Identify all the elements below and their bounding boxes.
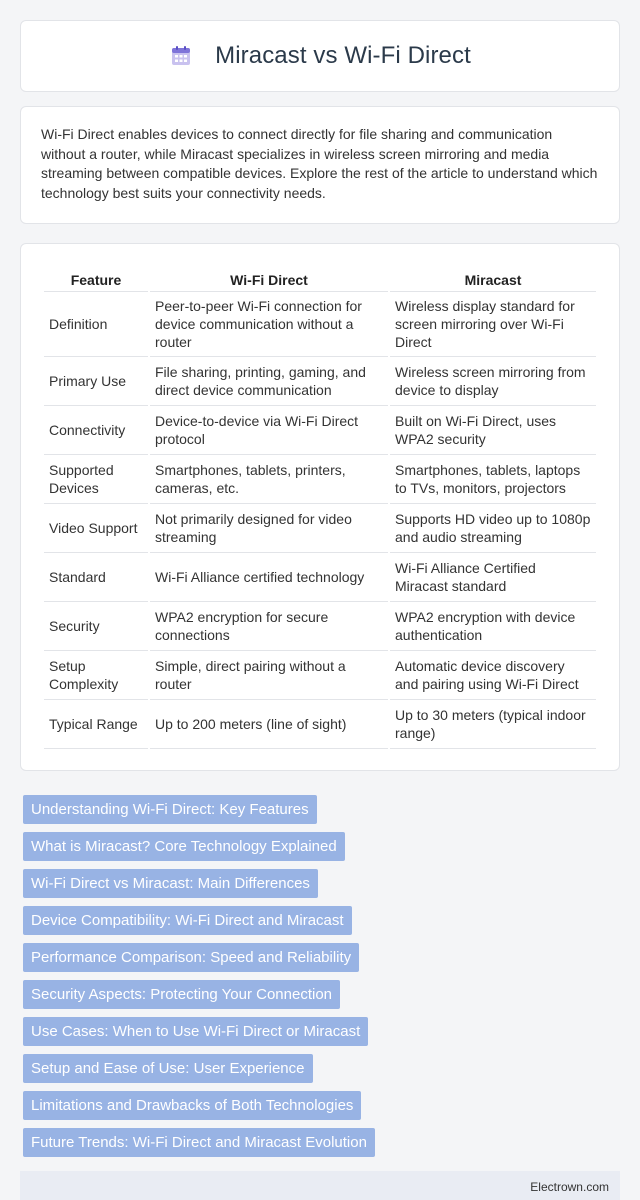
table-row (44, 455, 596, 504)
table-cell-wifi-direct: Not primarily designed for video streaming (150, 504, 388, 553)
page-title: Miracast vs Wi-Fi Direct (215, 42, 471, 69)
table-cell-miracast: Wireless screen mirroring from device to display (390, 357, 596, 406)
footer-site-name: Electrown.com (530, 1180, 609, 1194)
table-header-wifi-direct: Wi-Fi Direct (150, 264, 388, 292)
table-cell-feature: Definition (44, 292, 148, 357)
related-link[interactable]: Understanding Wi-Fi Direct: Key Features (23, 795, 317, 824)
table-cell-wifi-direct: Peer-to-peer Wi-Fi connection for device communication without a router (150, 292, 388, 357)
related-link[interactable]: What is Miracast? Core Technology Explained (23, 832, 345, 861)
table-row (44, 504, 596, 553)
related-link[interactable]: Wi-Fi Direct vs Miracast: Main Differences (23, 869, 318, 898)
table-cell-feature: Typical Range (44, 700, 148, 749)
comparison-table (42, 264, 598, 749)
calendar-icon (169, 44, 193, 68)
related-link[interactable]: Future Trends: Wi-Fi Direct and Miracast Evolution (23, 1128, 375, 1157)
table-cell-wifi-direct: Up to 200 meters (line of sight) (150, 700, 388, 749)
intro-text: Wi-Fi Direct enables devices to connect directly for file sharing and communication without a router, while Miracast specializes in wireless screen mirroring and media streaming between compatible devices. Explore the rest of the article to understand which technology best suits your connectivity needs. (41, 126, 598, 202)
table-cell-miracast: WPA2 encryption with device authentication (390, 602, 596, 651)
related-link[interactable]: Security Aspects: Protecting Your Connection (23, 980, 340, 1009)
table-cell-miracast: Smartphones, tablets, laptops to TVs, monitors, projectors (390, 455, 596, 504)
related-link[interactable]: Limitations and Drawbacks of Both Technologies (23, 1091, 361, 1120)
table-cell-wifi-direct: File sharing, printing, gaming, and direct device communication (150, 357, 388, 406)
table-cell-miracast: Automatic device discovery and pairing using Wi-Fi Direct (390, 651, 596, 700)
table-cell-feature: Video Support (44, 504, 148, 553)
table-row (44, 292, 596, 357)
table-row (44, 602, 596, 651)
table-cell-miracast: Up to 30 meters (typical indoor range) (390, 700, 596, 749)
table-row (44, 357, 596, 406)
table-cell-miracast: Wireless display standard for screen mirroring over Wi-Fi Direct (390, 292, 596, 357)
table-cell-feature: Primary Use (44, 357, 148, 406)
table-cell-feature: Supported Devices (44, 455, 148, 504)
table-cell-feature: Security (44, 602, 148, 651)
table-row (44, 553, 596, 602)
table-row (44, 406, 596, 455)
comparison-table-card (20, 243, 620, 771)
table-cell-feature: Setup Complexity (44, 651, 148, 700)
footer (20, 1171, 620, 1200)
table-cell-feature: Connectivity (44, 406, 148, 455)
table-cell-feature: Standard (44, 553, 148, 602)
related-link[interactable]: Performance Comparison: Speed and Reliability (23, 943, 359, 972)
table-header-row (44, 264, 596, 292)
related-link[interactable]: Device Compatibility: Wi-Fi Direct and Miracast (23, 906, 352, 935)
intro-card (20, 106, 620, 224)
table-row (44, 651, 596, 700)
table-cell-wifi-direct: Wi-Fi Alliance certified technology (150, 553, 388, 602)
table-cell-wifi-direct: Simple, direct pairing without a router (150, 651, 388, 700)
table-cell-miracast: Supports HD video up to 1080p and audio streaming (390, 504, 596, 553)
related-link[interactable]: Setup and Ease of Use: User Experience (23, 1054, 313, 1083)
table-header-miracast: Miracast (390, 264, 596, 292)
table-cell-wifi-direct: Device-to-device via Wi-Fi Direct protocol (150, 406, 388, 455)
related-links (23, 795, 375, 1165)
table-cell-wifi-direct: Smartphones, tablets, printers, cameras, etc. (150, 455, 388, 504)
related-link[interactable]: Use Cases: When to Use Wi-Fi Direct or Miracast (23, 1017, 368, 1046)
table-cell-wifi-direct: WPA2 encryption for secure connections (150, 602, 388, 651)
table-cell-miracast: Built on Wi-Fi Direct, uses WPA2 security (390, 406, 596, 455)
table-row (44, 700, 596, 749)
table-cell-miracast: Wi-Fi Alliance Certified Miracast standard (390, 553, 596, 602)
header-card (20, 20, 620, 92)
table-header-feature: Feature (44, 264, 148, 292)
